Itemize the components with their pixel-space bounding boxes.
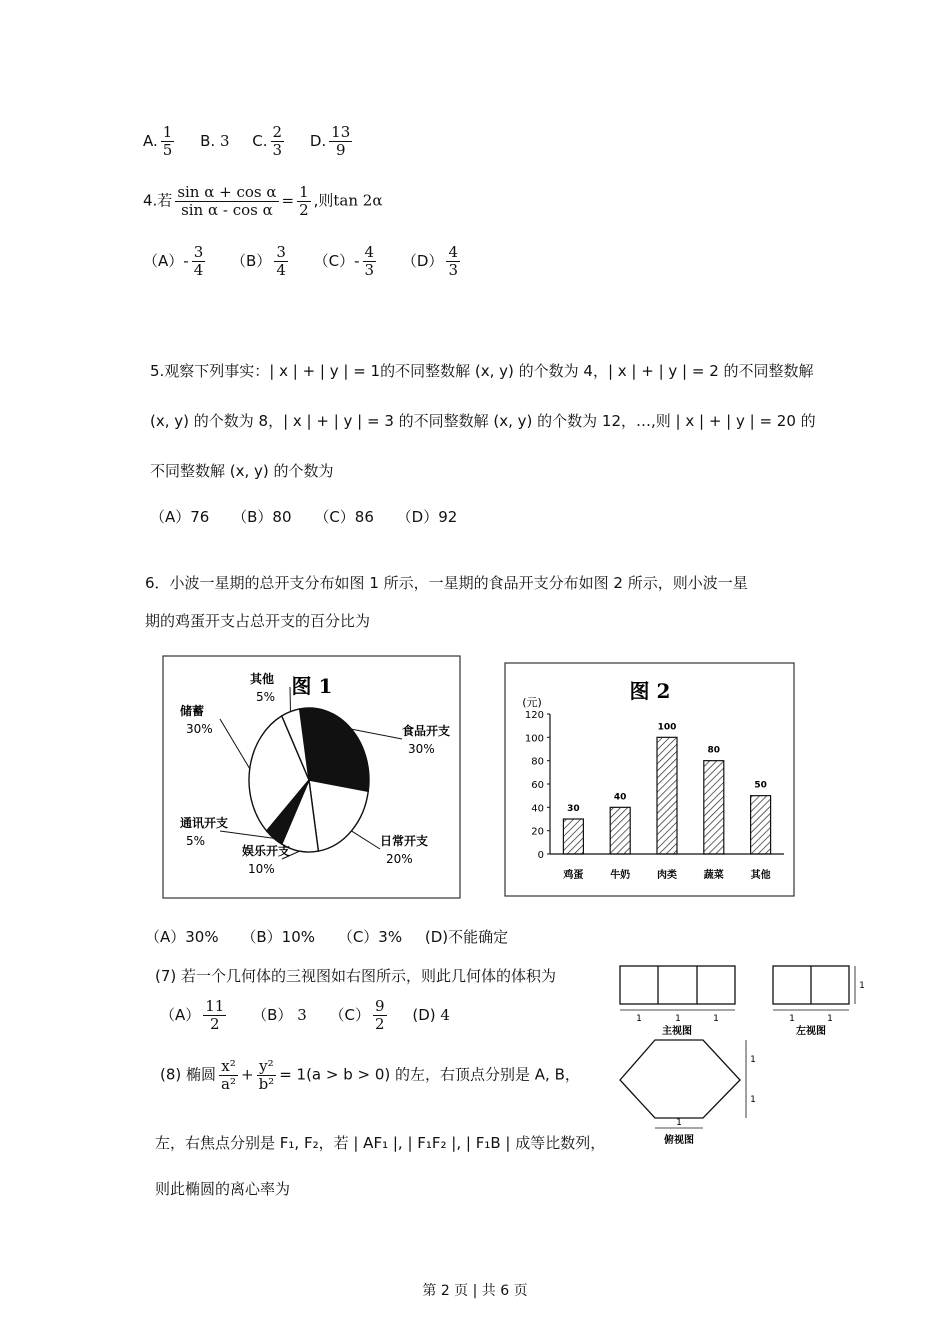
q7-options: [160, 998, 468, 1032]
q6-line1: 6．小波一星期的总开支分布如图 1 所示，一星期的食品开支分布如图 2 所示，则小波一星: [145, 574, 748, 592]
q6-option-b: （B）10%: [241, 928, 316, 946]
q6-option-c: （C）3%: [337, 928, 403, 946]
pie-value-2: 20%: [386, 852, 413, 866]
bar-ylabel: (元): [522, 696, 542, 709]
pie-label-4: 通讯开支: [180, 816, 229, 830]
q4-option-a: （A）- $\frac{3}{4}$: [143, 243, 204, 279]
front-dim-3: 1: [713, 1014, 719, 1024]
q6-option-d: (D)不能确定: [424, 928, 509, 946]
bar-value-label-4: 80: [707, 745, 721, 756]
bar-category-label-2: 牛奶: [610, 870, 631, 881]
bar-ytick-label-5: 100: [524, 733, 544, 745]
bar-ytick-label-6: 120: [524, 710, 544, 721]
pie-slice-1: [300, 708, 369, 791]
q5-line3: 不同整数解 (x, y) 的个数为: [150, 462, 334, 480]
bar-category-label-1: 鸡蛋: [563, 870, 584, 881]
q5-options: [150, 506, 475, 527]
pie-label-3: 娱乐开支: [242, 844, 291, 858]
top-view-label: 俯视图: [664, 1135, 694, 1146]
q5-line2: (x, y) 的个数为 8，| x | + | y | = 3 的不同整数解 (x, y) 的个数为 12，…,则 | x | + | y | = 20 的: [150, 412, 816, 430]
q4-option-c: （C）- $\frac{4}{3}$: [313, 243, 375, 279]
pie-value-4: 5%: [186, 834, 206, 848]
pie-chart-figure1: [162, 655, 462, 900]
q5-option-a: （A）76: [150, 508, 210, 526]
q6-option-a: （A）30%: [145, 928, 219, 946]
bar-1: [563, 819, 583, 854]
pie-value-5: 30%: [186, 722, 213, 736]
bar-4: [704, 761, 724, 854]
bar-value-label-2: 40: [613, 792, 627, 803]
pie-leader-4: [220, 831, 274, 838]
q4-stem: 4.若 $\frac{\text{sin α + cos α}}{\text{sin α - cos α}}$ = $\frac{1}{2}$ ,则tan 2α: [143, 183, 383, 219]
bar-value-label-1: 30: [567, 804, 580, 814]
q7-option-a: （A） $\frac{11}{2}$: [160, 997, 225, 1033]
q4-option-b: （B） $\frac{3}{4}$: [231, 243, 286, 279]
bar-category-label-5: 其他: [750, 870, 771, 881]
pie-leader-5: [220, 719, 250, 769]
pie-slices: [249, 708, 369, 852]
left-view: [773, 966, 855, 1010]
pie-slice-2: [309, 780, 368, 851]
bar-ytick-label-1: 20: [531, 826, 544, 838]
front-dim-2: 1: [675, 1014, 681, 1024]
left-dim-1: 1: [789, 1014, 795, 1024]
q4-option-d: （D） $\frac{4}{3}$: [401, 243, 458, 279]
pie-label-5: 储蓄: [180, 704, 205, 718]
front-view-label: 主视图: [662, 1026, 692, 1037]
q5-option-c: （C）86: [314, 508, 374, 526]
bar-ytick-label-3: 60: [531, 780, 544, 791]
bar-category-label-3: 肉类: [657, 870, 677, 881]
q6-line2: 期的鸡蛋开支占总开支的百分比为: [145, 612, 371, 630]
left-dim-h: 1: [859, 981, 865, 991]
three-views-figure: [615, 958, 880, 1158]
q3-option-d: D. $\frac{13}{9}$: [309, 123, 351, 159]
q6-options: [145, 926, 526, 947]
bar-ytick-label-2: 40: [531, 803, 544, 815]
bar-value-label-3: 100: [657, 722, 677, 733]
q3-option-c: C. $\frac{2}{3}$: [252, 123, 283, 159]
front-dim-1: 1: [636, 1014, 642, 1024]
pie-value-6: 5%: [256, 690, 276, 704]
q5-option-b: （B）80: [232, 508, 292, 526]
bar-ytick-label-0: 0: [537, 850, 544, 861]
q3-option-a: A. $\frac{1}{5}$: [143, 123, 173, 159]
bar-title: 图 2: [629, 679, 671, 703]
q5-line1: 5.观察下列事实：| x | + | y | = 1的不同整数解 (x, y) 的个数为 4，| x | + | y | = 2 的不同整数解: [150, 362, 814, 380]
pie-label-1: 食品开支: [402, 724, 451, 738]
pie-leader-2: [351, 831, 380, 849]
pie-value-1: 30%: [408, 742, 435, 756]
pie-title: 图 1: [291, 674, 333, 698]
bar-ytick-label-4: 80: [531, 756, 544, 768]
left-dim-2: 1: [827, 1014, 833, 1024]
q4-options: [143, 244, 481, 278]
q7-stem: (7) 若一个几何体的三视图如右图所示，则此几何体的体积为: [155, 967, 557, 985]
q8-line3: 则此椭圆的离心率为: [155, 1180, 291, 1198]
q7-option-c: （C） $\frac{9}{2}$: [329, 997, 385, 1033]
top-dim-w: 1: [676, 1118, 682, 1128]
bar-3: [657, 737, 677, 854]
bar-marks: [562, 722, 770, 881]
pie-label-6: 其他: [250, 672, 275, 686]
q7-option-d: (D) 4: [412, 1005, 450, 1024]
page-footer: 第 2 页 | 共 6 页: [422, 1283, 528, 1299]
left-view-label: 左视图: [796, 1026, 826, 1037]
q3-option-b: B. 3: [200, 131, 230, 150]
q8-line2: 左，右焦点分别是 F₁, F₂，若 | AF₁ |, | F₁F₂ |, | F₁B | 成等比数列，: [155, 1134, 606, 1152]
top-dim-h1: 1: [750, 1055, 756, 1065]
top-view: [620, 1040, 746, 1128]
top-dim-h2: 1: [750, 1095, 756, 1105]
front-view: [620, 966, 735, 1010]
q5-option-d: （D）92: [396, 508, 458, 526]
pie-value-3: 10%: [248, 862, 275, 876]
q3-options: [143, 124, 373, 158]
q7-option-b: （B） 3: [252, 1005, 307, 1024]
bar-value-label-5: 50: [754, 780, 767, 791]
bar-2: [610, 807, 630, 854]
bar-5: [751, 796, 771, 854]
pie-leader-1: [351, 729, 402, 739]
bar-chart-figure2: [504, 662, 796, 898]
q8-stem: (8) 椭圆 $\frac{\text{x²}}{\text{a²}}$ + $\frac{\text{y²}}{\text{b²}}$ = 1(a > b > 0) 的左，右顶点分别是 A, B，: [160, 1057, 580, 1093]
pie-label-2: 日常开支: [380, 834, 429, 848]
bar-category-label-4: 蔬菜: [703, 870, 724, 881]
